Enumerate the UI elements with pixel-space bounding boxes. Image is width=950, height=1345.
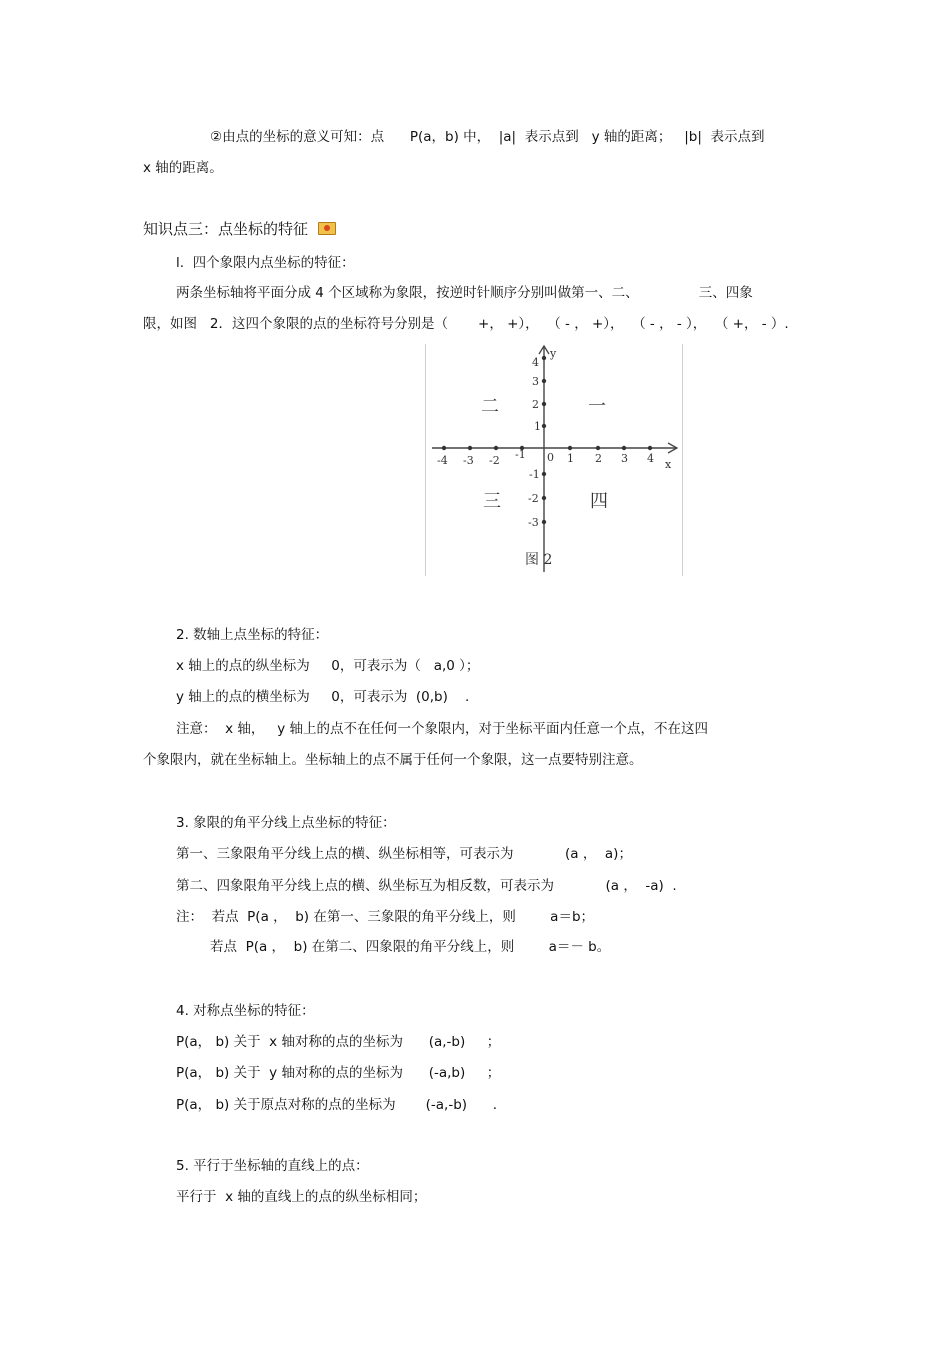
x-tick-mark <box>568 446 572 450</box>
text-line <box>176 814 396 832</box>
text-line <box>176 877 677 895</box>
text-line-content: 4. 对称点坐标的特征： <box>176 1003 315 1019</box>
y-tick-label: 1 <box>534 420 541 433</box>
y-tick-label: 3 <box>532 375 539 388</box>
text-line <box>210 938 610 956</box>
text-line-content: 两条坐标轴将平面分成 4 个区域称为象限，按逆时针顺序分别叫做第一、二、 三、四象 <box>176 285 753 301</box>
text-line <box>176 688 469 706</box>
text-line-content: 知识点三：点坐标的特征 <box>143 220 309 238</box>
y-tick-label: -2 <box>528 492 539 505</box>
text-line <box>176 908 594 926</box>
text-line-content: x 轴的距离。 <box>143 160 223 176</box>
origin-label: 0 <box>547 451 554 464</box>
quadrant-3-label: 三 <box>483 491 501 512</box>
quadrant-4-label: 四 <box>590 491 608 512</box>
quadrant-2-label: 二 <box>481 396 499 417</box>
x-tick-mark <box>468 446 472 450</box>
text-line <box>210 128 764 146</box>
text-line <box>143 315 789 333</box>
text-line-content: 第二、四象限角平分线上点的横、纵坐标互为相反数，可表示为 (a ， -a) . <box>176 878 677 894</box>
text-line <box>176 657 479 675</box>
text-line-content: 2. 数轴上点坐标的特征： <box>176 627 329 643</box>
text-line <box>176 845 632 863</box>
text-line-content: x 轴上的点的纵坐标为 0，可表示为（ a,0 ）； <box>176 658 480 674</box>
y-axis-label: y <box>550 347 557 360</box>
section-heading <box>143 220 336 238</box>
x-tick-label: -4 <box>437 454 448 467</box>
text-line-content: P(a， b) 关于 y 轴对称的点的坐标为 (-a,b) ； <box>176 1065 501 1081</box>
text-line <box>143 751 643 769</box>
x-tick-mark <box>442 446 446 450</box>
x-axis-label: x <box>665 458 672 471</box>
y-tick-mark <box>542 472 546 476</box>
coordinate-figure <box>425 344 683 576</box>
quadrant-1-label: 一 <box>588 396 606 417</box>
text-line-content: 第一、三象限角平分线上点的横、纵坐标相等，可表示为 (a ， a)； <box>176 846 632 862</box>
text-line <box>176 1002 315 1020</box>
text-line <box>176 284 753 302</box>
text-line-content: 个象限内，就在坐标轴上。坐标轴上的点不属于任何一个象限，这一点要特别注意。 <box>143 752 643 768</box>
text-line <box>176 1188 426 1206</box>
y-tick-label: 4 <box>532 356 539 369</box>
x-tick-label: 1 <box>567 452 574 465</box>
text-line-content: P(a， b) 关于 x 轴对称的点的坐标为 (a,-b) ； <box>176 1034 501 1050</box>
y-tick-mark <box>542 356 546 360</box>
text-line-content: P(a， b) 关于原点对称的点的坐标为 (-a,-b) . <box>176 1097 498 1113</box>
x-tick-mark <box>494 446 498 450</box>
text-line <box>176 720 708 738</box>
x-tick-label: -1 <box>515 448 526 461</box>
text-line <box>176 626 328 644</box>
text-line <box>176 1157 369 1175</box>
x-tick-label: 2 <box>595 452 602 465</box>
text-line-content: 若点 P(a ， b) 在第二、四象限的角平分线上，则 a＝－ b。 <box>210 939 611 955</box>
figure-caption: 图 2 <box>525 552 553 568</box>
text-line <box>176 1033 500 1051</box>
y-tick-mark <box>542 496 546 500</box>
text-line <box>143 159 223 177</box>
text-line <box>176 254 355 272</box>
text-line <box>176 1064 500 1082</box>
y-tick-mark <box>542 520 546 524</box>
text-line-content: 限，如图 2．这四个象限的点的坐标符号分别是（ +， +）， （ - ， +）， （ - ， - ）， （ +， - ）. <box>143 316 789 332</box>
coordinate-plane <box>426 344 682 576</box>
x-tick-label: -3 <box>463 454 474 467</box>
x-tick-label: -2 <box>489 454 500 467</box>
text-line-content: ②由点的坐标的意义可知：点 P(a，b) 中， |a| 表示点到 y 轴的距离； |b| 表示点到 <box>210 129 765 145</box>
x-tick-mark <box>648 446 652 450</box>
x-tick-label: 3 <box>621 452 628 465</box>
x-tick-label: 4 <box>647 452 654 465</box>
x-tick-group <box>437 446 654 467</box>
text-line-content: 注意： x 轴， y 轴上的点不在任何一个象限内，对于坐标平面内任意一个点，不在这四 <box>176 721 709 737</box>
y-tick-label: -1 <box>529 468 540 481</box>
y-tick-mark <box>542 402 546 406</box>
text-line-content: y 轴上的点的横坐标为 0，可表示为 (0,b) . <box>176 689 470 705</box>
y-tick-mark <box>542 379 546 383</box>
y-tick-mark <box>542 424 546 428</box>
text-line-content: 5. 平行于坐标轴的直线上的点： <box>176 1158 369 1174</box>
x-tick-mark <box>596 446 600 450</box>
text-line-content: 平行于 x 轴的直线上的点的纵坐标相同； <box>176 1189 427 1205</box>
y-tick-label: -3 <box>528 516 539 529</box>
y-tick-label: 2 <box>532 398 539 411</box>
text-line <box>176 1096 497 1114</box>
text-line-content: 注： 若点 P(a ， b) 在第一、三象限的角平分线上，则 a＝b； <box>176 909 595 925</box>
x-tick-mark <box>622 446 626 450</box>
text-line-content: 3. 象限的角平分线上点坐标的特征： <box>176 815 396 831</box>
folder-icon <box>318 222 336 235</box>
text-line-content: l. 四个象限内点坐标的特征： <box>176 255 355 271</box>
